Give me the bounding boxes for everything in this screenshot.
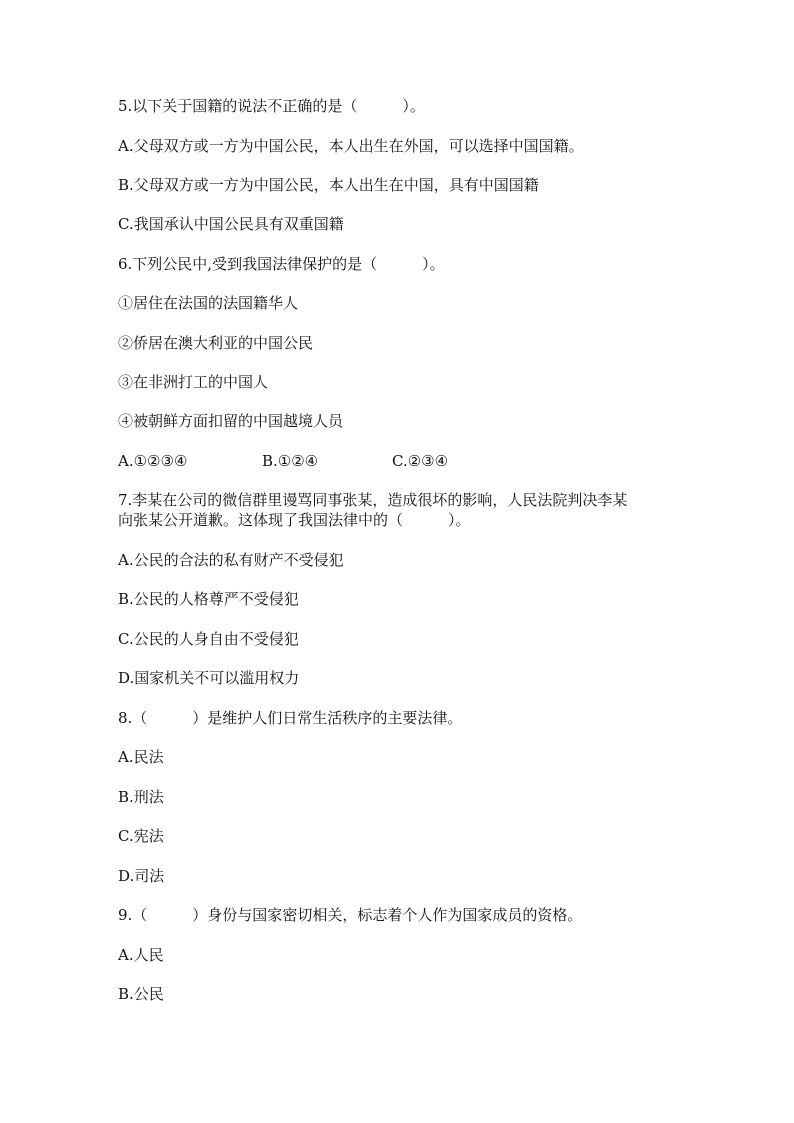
option-d: D.司法 bbox=[118, 867, 165, 885]
question-stem-line-2: 向张某公开道歉。这体现了我国法律中的（ ）。 bbox=[118, 511, 471, 529]
option-a: A.人民 bbox=[118, 946, 164, 964]
option-a: A.公民的合法的私有财产不受侵犯 bbox=[118, 551, 344, 569]
option-b: B.公民的人格尊严不受侵犯 bbox=[118, 590, 299, 608]
list-item: ①居住在法国的法国籍华人 bbox=[118, 294, 299, 312]
option-c: C.②③④ bbox=[392, 452, 449, 470]
option-b: B.公民 bbox=[118, 985, 164, 1003]
option-b: B.刑法 bbox=[118, 788, 164, 806]
option-a: A.①②③④ bbox=[118, 452, 188, 470]
question-stem: 9.（ ）身份与国家密切相关，标志着个人作为国家成员的资格。 bbox=[118, 906, 583, 924]
question-stem: 5.以下关于国籍的说法不正确的是（ ）。 bbox=[118, 97, 425, 115]
list-item: ③在非洲打工的中国人 bbox=[118, 373, 269, 391]
option-c: C.宪法 bbox=[118, 827, 164, 845]
question-stem: 6.下列公民中,受到我国法律保护的是（ ）。 bbox=[118, 255, 445, 273]
question-stem-line-1: 7.李某在公司的微信群里谩骂同事张某，造成很坏的影响，人民法院判决李某 bbox=[118, 491, 628, 509]
option-b: B.父母双方或一方为中国公民，本人出生在中国，具有中国国籍 bbox=[118, 176, 539, 194]
option-a: A.父母双方或一方为中国公民，本人出生在外国，可以选择中国国籍。 bbox=[118, 137, 584, 155]
list-item: ④被朝鲜方面扣留的中国越境人员 bbox=[118, 412, 344, 430]
option-c: C.公民的人身自由不受侵犯 bbox=[118, 630, 299, 648]
list-item: ②侨居在澳大利亚的中国公民 bbox=[118, 334, 314, 352]
question-stem: 8.（ ）是维护人们日常生活秩序的主要法律。 bbox=[118, 709, 463, 727]
option-c: C.我国承认中国公民具有双重国籍 bbox=[118, 215, 344, 233]
option-d: D.国家机关不可以滥用权力 bbox=[118, 669, 300, 687]
option-a: A.民法 bbox=[118, 748, 164, 766]
option-b: B.①②④ bbox=[262, 452, 319, 470]
